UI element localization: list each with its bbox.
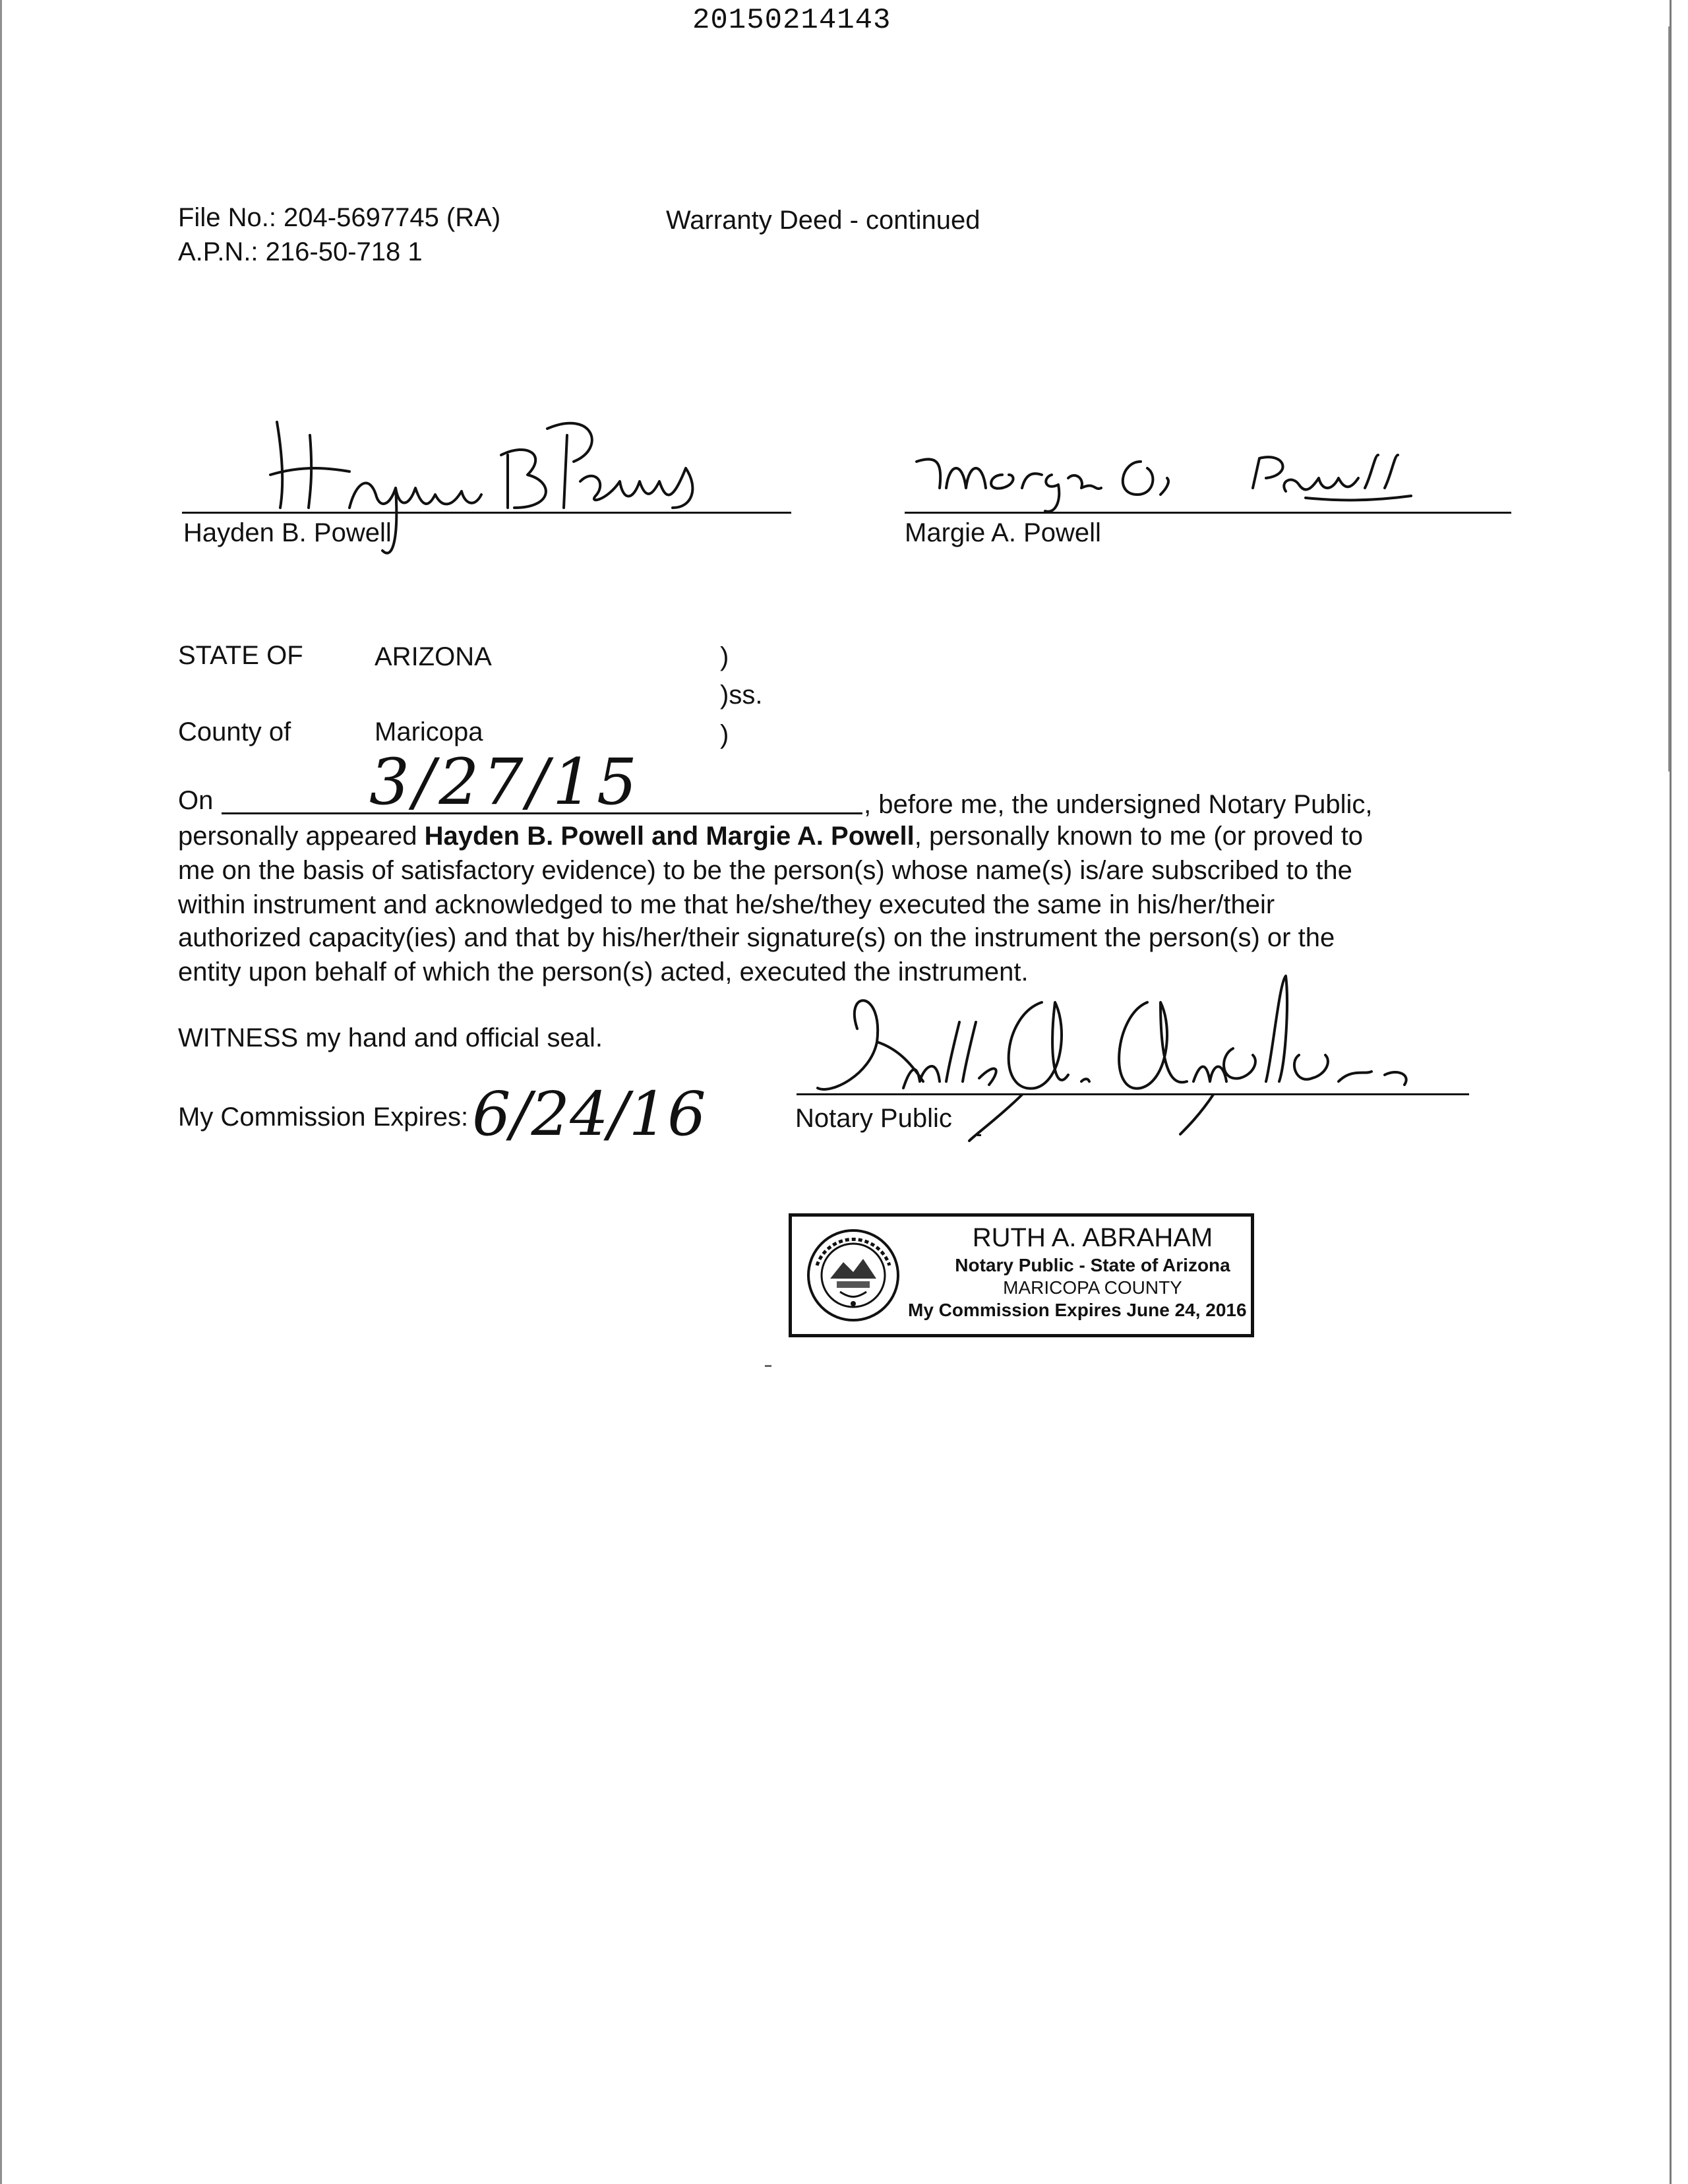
scan-edge-left <box>0 0 2 2184</box>
stamp-title: Notary Public - State of Arizona <box>955 1255 1230 1275</box>
state-label: STATE OF <box>178 641 303 670</box>
venue-paren-bottom: ) <box>720 720 729 749</box>
printed-name-margie: Margie A. Powell <box>905 518 1101 547</box>
commission-label: My Commission Expires: <box>178 1103 469 1132</box>
stray-mark <box>977 1134 981 1136</box>
witness-statement: WITNESS my hand and official seal. <box>178 1023 603 1052</box>
ack-line2-suffix: , personally known to me (or proved to <box>914 822 1364 851</box>
scan-edge-right-upper <box>1668 26 1670 772</box>
ss-mark: )ss. <box>720 681 763 710</box>
county-label: County of <box>178 717 291 746</box>
stamp-county: MARICOPA COUNTY <box>1003 1277 1182 1298</box>
handwritten-date: 3/27/15 <box>369 745 642 819</box>
ack-line5: authorized capacity(ies) and that by his/her/their signature(s) on the instrument the person(s) or the <box>178 923 1335 952</box>
on-label: On <box>178 786 214 815</box>
venue-paren-top: ) <box>720 642 729 671</box>
state-value: ARIZONA <box>375 642 492 671</box>
document-title: Warranty Deed - continued <box>666 206 980 235</box>
stamp-mark <box>765 1365 771 1367</box>
stamp-name: RUTH A. ABRAHAM <box>972 1223 1213 1252</box>
recording-number: 20150214143 <box>692 4 891 37</box>
ack-line3: me on the basis of satisfactory evidence) to be the person(s) whose name(s) is/are subscribed to the <box>178 856 1352 885</box>
notary-stamp <box>789 1213 1254 1337</box>
ack-line4: within instrument and acknowledged to me that he/she/they executed the same in his/her/their <box>178 890 1275 919</box>
ack-appearing-parties: Hayden B. Powell and Margie A. Powell <box>424 822 915 851</box>
arizona-seal-icon <box>804 1226 903 1325</box>
stamp-commission: My Commission Expires June 24, 2016 <box>908 1300 1247 1320</box>
county-value: Maricopa <box>375 717 483 746</box>
apn-number: A.P.N.: 216-50-718 1 <box>178 237 423 266</box>
commission-handwritten-date: 6/24/16 <box>472 1079 706 1149</box>
file-number: File No.: 204-5697745 (RA) <box>178 203 501 232</box>
ack-line2 <box>178 819 1363 853</box>
ack-line1-tail: , before me, the undersigned Notary Public, <box>864 790 1373 819</box>
printed-name-hayden: Hayden B. Powell <box>183 518 392 547</box>
ack-line2-prefix: personally appeared <box>178 822 425 851</box>
scan-edge-right <box>1670 0 1672 2184</box>
signature-margie <box>910 448 1411 528</box>
ack-line6: entity upon behalf of which the person(s) acted, executed the instrument. <box>178 957 1029 986</box>
notary-public-label: Notary Public <box>795 1104 952 1133</box>
